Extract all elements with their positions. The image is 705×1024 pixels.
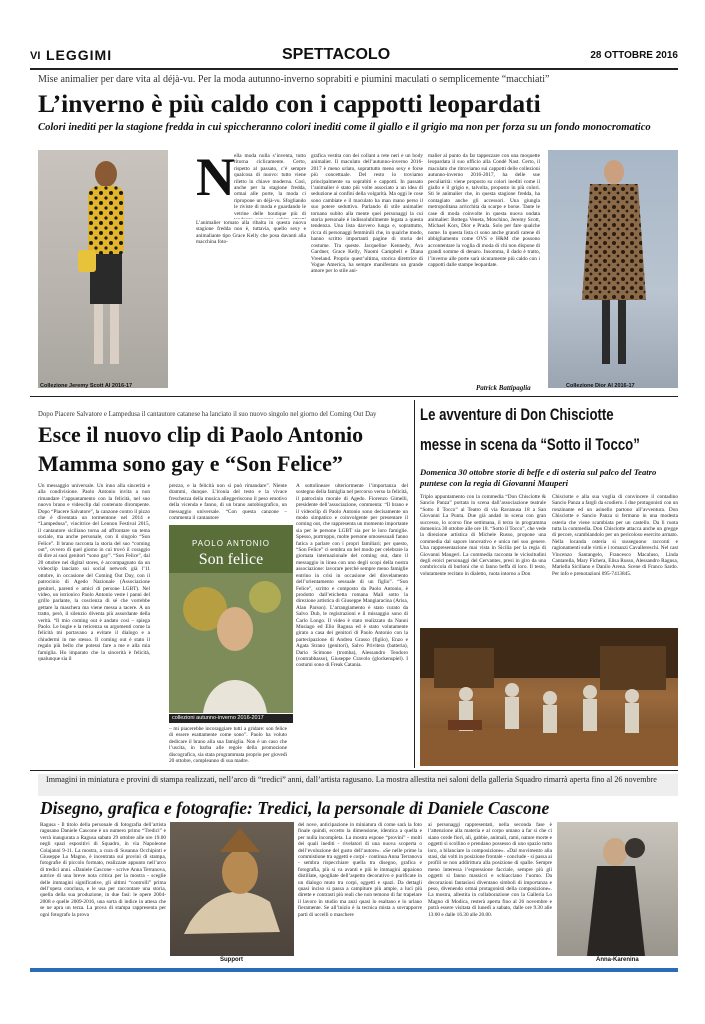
article3-col2 xyxy=(552,494,678,624)
theatre-scene xyxy=(420,628,678,766)
article4-col3 xyxy=(428,822,552,960)
article2-col1 xyxy=(38,483,150,761)
article1-author: Patrick Battipaglia xyxy=(476,384,531,392)
article1-col1-text: L’animalier tornato alla ribalta in questa nuova stagione fredda non è, tuttavia, quello sexy e animaliante tipo Grace Kelly che posa davanti alla macchina foto- xyxy=(196,220,306,246)
article4-col2 xyxy=(298,822,422,960)
article2-kicker: Dopo Piacere Salvatore e Lampedusa il cantautore catanese ha lanciato il suo nuovo singolo nel giorno del Coming Out Day xyxy=(38,411,377,418)
album-artist: PAOLO ANTONIO xyxy=(191,539,271,548)
article2-col1-text: Un messaggio universale. Un inno alla sincerità e alla condivisione. Paolo Antonio invita a non rimandare l’appuntamento con la felicità, nel suo nuovo brano e videoclip dal contenuto dirompente. Dopo “Piacere Salvatore”, la canzone contro il pizzo che è diventata un tormentone nel 2014 e “Lampedusa”, vincitrice del Lennon Festival 2015, il cantautore siciliano torna ad affrontare un tema sociale, ma anche personale, con il singolo “Son Felice”. Il brano racconta la storia del suo “coming out”, ovvero di quel giorno in cui trovò il coraggio di dire ai suoi genitori “sono gay”. “Son Felice”, dal 20 ottobre nei digital stores, è accompagnato da un videoclip lanciato sui social network già l’11 ottobre, in occasione del Coming Out Day, con il patrocinio di Agedo Nazionale (Associazione genitori, parenti e amici di persone LGBT). Nel video, un istrionico Paolo Antonio veste i panni del grillo parlante, la coscienza di sé che vorrebbe gettare la maschera ma viene messa a tacere. A un tratto, però, il silenzio diventa più assordante della verità. “Il mio coming out è andato così – spiega Paolo. Le bugie e la reticenza su argomenti come la felicità mi portavano a evitare il dialogo e a chiudermi in me stesso. Il coming out è stato il regalo più bello che potessi fare a me e alla mia famiglia. Ho imparato che la sincerità è felicità, qualunque sia il xyxy=(38,483,150,662)
article4-col3-text: ai personaggi rappresentati, nella seconda fase è l’attenzione alla materia e al corpo umano a far sì che ci siano corde fiori, ali, gabbie, animali, rami, nature morte e oggetti si scollino e prendano possesso di uno spazio tutto loro, a bilanciare la composizione». «Dal movimento alla stasi, dai volti in posizione frontale - conclude - si passa ai profili se non addirittura alla posizione di spalle. Sempre meno interessa l’espressione facciale, sempre più gli oggetti si fanno massicci e schiacciano l’uomo. Da decorazioni fantasiosi diventano simboli di importanza e peso, divenendo ormai protagonisti della composizione». La mostra, allestita in collaborazione con la Galleria Lo Magno di Modica, resterà aperta fino al 26 novembre e potrà essere visitata di lunedì a sabato, dalle ore 9.30 alle 13:00 e dalle 16.30 alle 20.00. xyxy=(428,822,552,918)
album-title: Son felice xyxy=(198,551,264,568)
article2-col2-bottom-text: – mi piacerebbe incoraggiare tutti a gridare: son felice di essere esattamente come sono”. Paolo ha voluto dedicare il brano alla sua famiglia. Non è un caso che l’uscita, in barba alle regole della promozione discografica, sia stata programmata proprio per giovedì 20 ottobre, compleanno di sua madre. xyxy=(169,726,287,765)
article1-col2-text: grafica vestita con dei collant a rete neri e un body animalier. Il maculato dell’autunno-inverno 2016-2017 è meno urlato, soprattutto meno sexy e forse più concettuale. Del resto lo troviamo principalmente su soprabiti e cappotti. In passato l’animalier è stato più volte associato a un idea di seduzione ai confini della volgarità. Ma oggi le cose sono cambiate e il maculato ha man mano perso il suo potere seduttivo. Parlando di stile animalier tornano subito alla mente quei personaggi la cui storia personale è indissolubilmente legata a questa tendenza. Una lista davvero lunga e, soprattutto, ricca di personaggi femminili che, in qualche modo, hanno scritto importanti pagine di storia del costume. Tra queste. Jacqueline Kennedy, Ava Gardner, Grace Kelly, Naomi Campbell e Diana Vreeland. Proprio quest’ultima, storica direttrice di Vogue America, ha sempre manifestato un grande amore per lo stile ani- xyxy=(311,153,423,275)
caption-anna-karenina: Anna-Karenina xyxy=(596,957,639,963)
article4-title: Disegno, grafica e fotografie: Tredici, la personale di Daniele Cascone xyxy=(40,798,550,818)
article4-kicker-text: Immagini in miniatura e provini di stampa realizzati, nell’arco di “tredici” anni, dall’artista ragusano. La mostra allestita nei saloni della galleria Squadro rimarrà aperta fino al 26 novembre xyxy=(46,775,657,784)
article3-col1 xyxy=(420,494,546,624)
anna-karenina-artwork xyxy=(557,822,678,956)
section-title: SPETTACOLO xyxy=(282,46,391,63)
article1-divider xyxy=(30,396,678,397)
article2-col2-top-text: prezzo, e la felicità non si può rimandare”. Niente drammi, dunque. L’ironia del testo e la vivace freschezza della musica alleggeriscono il peso emotivo della vicenda e fanno, di un brano autobiografico, un messaggio universale. “Con questa canzone – commenta il cantautore xyxy=(169,483,287,521)
article4-col1 xyxy=(40,822,166,960)
article2-col2-top xyxy=(169,483,287,521)
fashion-photo-left xyxy=(38,150,168,388)
model-figure-right xyxy=(548,150,678,388)
article1-title: L’inverno è più caldo con i cappotti leopardati xyxy=(38,89,541,118)
article2-title-line2: Mamma sono gay e “Son Felice” xyxy=(38,451,343,476)
article4-col1-text: Ragusa - Il titolo della personale di fotografia dell’artista ragusano Daniele Cascone è un numero primo “Tredici” e verrà inaugurata a Ragusa sabato 29 ottobre alle ore 19.00 negli spazi espositivi di Squadro, in via Napoleone Colajanni 9-11. La mostra, a cura di Susanna Occhipinti e Giuseppe Lo Magno, è incentrata sui provini di stampa, fotografie di piccolo formato, realizzate appunto nell’arco di tredici anni. «Daniele Cascone - scrive Anna Terranova, autrice di una breve nota critica per la mostra - sceglie delle immagini significative, gli ultimi “controlli” prima dell’opera conclusa, e le usa per raccontare una storia, quella della sua produzione, in due fasi: le opere 2004-2008 e quelle 2009-2016, una sorta di indice in attesa che se ne apra un terza. La prova di stampa rappresenta per ogni fotografo la prova xyxy=(40,822,166,918)
page-header xyxy=(30,44,678,66)
vertical-divider xyxy=(414,400,415,768)
article3-col2-text: Chisciotte e alla sua voglia di convincere il contadino Sancio Panza a farglì da scudiero. I due protagonisti con un ronzinante ed un asinello partono all’avventura. Don Chisciotte e Sancio Panza si fermano in una modesta osteria che viene scambiata per un castello. Da li ruota tutta la commedia. Don Chisciotte attacca anche un gregge di pecore, scambiandolo per un pericoloso esercito armato. Nella locanda osteria si susseguono racconti e ragionamenti sulle virtù e i romanzi Cavallereschi. Nel cast Vincenzo Santangelo, Francesco Macaluso, Linda Cantarella, Mary Fichera, Elisa Russo, Alessandro Ragusa, Mariella Siciliano e Danilo Arena. Scene di Franco Sardo. Per info e prenotazioni 095-7413845. xyxy=(552,494,678,577)
art-photo-left xyxy=(170,822,294,956)
article1-kicker: Mise animalier per dare vita al déjà-vu. Per la moda autunno-inverno soprabiti e piumini maculati o semplicemente “macchiati” xyxy=(38,74,550,85)
brand-logo: LEGGIMI xyxy=(46,47,113,63)
article2-col3 xyxy=(296,483,408,767)
fashion-photo-right xyxy=(548,150,678,388)
article2-col3-text: A sottolineare ulteriormente l’importanza del sostegno della famiglia nel percorso verso la felicità, il patrocinio morale di Agedo. Fiorenzo Gimelli, presidente dell’associazione, commenta: “Il brano e il videoclip di Paolo Antonio sono decisamente un modo simpatico e coinvolgente per presentare il coming out, che rappresenta un momento importante sia per le persone LGBT sia per le loro famiglie. Spesso, purtroppo, molte persone omosessuali fanno fatica a parlare con i propri familiari; per questo, “Son Felice” ci sembra un bel modo per celebrare la giornata internazionale del coming out, dato il messaggio in linea con uno degli scopi della nostra associazione: lavorare perché sempre meno famiglie entrino in crisi in occasione del disvelamento dell’orientamento sessuale di un figlio”. “Son Felice”, scritto e composto da Paolo Antonio, è prodotto dall’etichetta romana Mali sotto la direzione artistica di Giuseppe Mangiaracina (Arisa, Alan Parson). L’arrangiamento è stato curato da Salvo Dub, le registrazioni e il missaggio sono di Carlo Longo. Il video è stato realizzato da Nanni Musiago ed Elio Ragusa ed è stato volutamente girato a casa dei genitori di Paolo Antonio con la partecipazione di Andrea Grasso (figlio), Enzo e Agata Strano (genitori), Salvo Privitera (batteria), Dario Scimone (tromba), Alessandro Teodoro (contrabbasso), Giuseppe Cravolo (glockenspiel). I costumi sono di Freak Catania. xyxy=(296,483,408,669)
article1-col1-lead xyxy=(234,153,306,219)
album-artist-figure xyxy=(169,573,293,713)
art-photo-right xyxy=(557,822,678,956)
article4-col2-text: del nove, anticipazione in miniatura di come sarà la foto finale quindi, eccetto la dimensione, identica a quella e per nulla incompleta. La mostra espone “provini” - molti dei quali inediti - rivelatori di una nuova scoperta o dell’evoluzione del gusto dell’autore». «Se nelle prime la commistione tra oggetti e corpi - continua Anna Terranova - sembra rispecchiare quella tra disegno, grafica e fotografia, più si va avanti e più le immagini appaiono distillate, spogliate dell’aspetto decorativo e purificate in un dialogo muto tra corpi, oggetti e spazi. Da dettagli quasi inciso si passa a campiture più ampie, a luci più dirette e contrasti più reali che non temono di far trapelare il lavoro in studio ma anzi quasi lo esaltano e lo urlano fieramente. Se all’inizio è la tecnica mista a sovrapporre parti di uccelli o maschere xyxy=(298,822,422,918)
caption-support: Support xyxy=(220,957,243,963)
support-artwork xyxy=(170,822,294,956)
article2-title-line1: Esce il nuovo clip di Paolo Antonio xyxy=(38,422,364,447)
header-divider xyxy=(30,68,678,70)
article1-dropcap: N xyxy=(196,147,235,207)
article3-subtitle: Domenica 30 ottobre storie di beffe e di osteria sul palco del Teatro puntese con la regia di Giovanni Mauperi xyxy=(420,467,657,488)
article4-kicker xyxy=(38,774,678,796)
article3-col1-text: Triplo appuntamento con la commedia “Don Chisciotte & Sancio Panza” portata in scena dall’associazione teatrale “Sotto il Tocco” al Teatro di via Ravanusa 18 a San Giovanni La Punta. Due già andati in scena con gran successo, lo scorso fine settimana, il terzo in programma domenica 30 ottobre alle ore 18. “Sotto il Tocco”, che vede la direzione artistica di Michele Russo, propone una commedia dal sapore innovativo e unica nel suo genere. Una rappresentazione mai vista in Sicilia per la regia di Giovanni Maugeri. La commedia racconta le vicissitudini degli eroici personaggi del Cervantes, presi in giro da una combriccola di burloni che si fanno beffa di loro. Il testo, volutamente recitato in dialetto, ruota intorno a Don xyxy=(420,494,546,577)
article2-divider xyxy=(30,770,678,771)
article1-col1-lead-text: ella moda nulla s’inventa, tutto ritorna ciclicamente. Certo, rispetto al passato, c’è sempre qualcosa di nuovo: tutto viene riletto in chiave moderna. Così, anche per la stagione fredda, ormai alle porte, la moda ci ripropone un déjà-vu. Sfogliando le riviste di moda e guardando le vetrine delle boutique più di xyxy=(234,153,306,217)
footer-accent-bar xyxy=(30,968,678,972)
article1-col3 xyxy=(428,153,540,383)
album-cover xyxy=(169,525,293,713)
theatre-photo xyxy=(420,628,678,766)
article3-title-line2: messe in scena da “Sotto il Tocco” xyxy=(420,436,640,454)
album-caption: collezioni autunno-inverno 2016-2017 xyxy=(169,714,293,723)
article2-col2-bottom xyxy=(169,726,287,766)
article1-col2 xyxy=(311,153,423,393)
model-figure-left xyxy=(38,150,168,388)
article1-subtitle: Colori inediti per la stagione fredda in cui spiccheranno colori inediti come il giallo e il grigio ma non per forza su un fondo monocromatico xyxy=(38,122,651,133)
article1-col1 xyxy=(196,220,306,392)
article1-col3-text: malier al punto da far tappezzare con una moquette leopardata il suo ufficio alla Condè Nast. Certo, il maculato che ritroviamo sui cappotti delle collezioni autunno-inverno 2016-2017, ha delle sue peculiarità: viene proposto su colori inediti come il giallo e il grigio e, talvolta, proposto in più colori. Sti le animalier che, in questa stagione fredda, ha contagiato anche gli accessori. Una giungla metropolitana arricchita da scarpe e borse. Tante le case di moda coinvolte in questa nuova ondata animalier: Bottega Veneta, Moschino, Jeremy Scott, Michael Kors, Dior e Prada. Solo per fare qualche nome. In questa lista ci sono anche grandi catene di abbigliamento come OVS e H&M che possono accontentare la voglia di moda di chi non dispone di grandi somme di denaro. Insomma, il dado è tratto, l’inverno alle porte sarà sicuramente più caldo con i cappotti dalle stampe leopardate. xyxy=(428,153,540,268)
article3-title-line1: Le avventure di Don Chisciotte xyxy=(420,406,614,424)
caption-left: Collezione Jeremy Scott AI 2016-17 xyxy=(40,383,133,389)
caption-right: Collezione Dior AI 2016-17 xyxy=(566,383,635,389)
page-number: VI xyxy=(30,50,41,62)
issue-date: 28 OTTOBRE 2016 xyxy=(590,50,678,61)
